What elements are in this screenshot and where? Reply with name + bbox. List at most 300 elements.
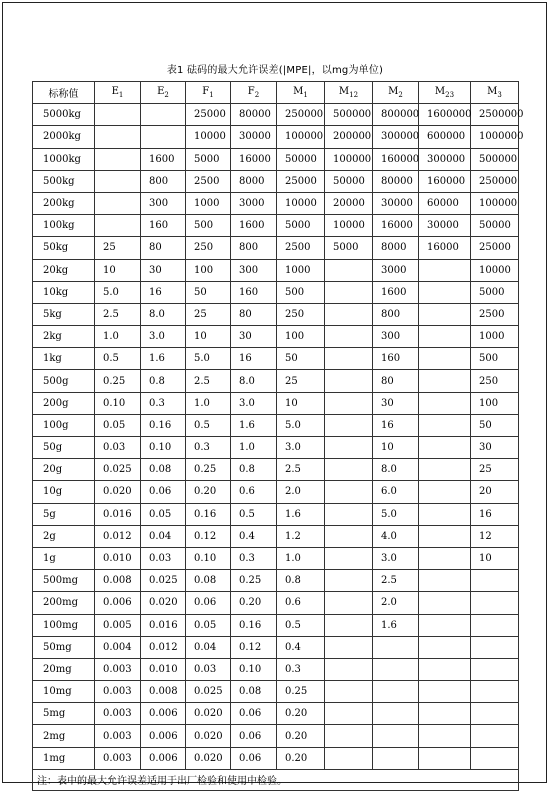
header-class-m2 <box>373 82 419 104</box>
mpe-value-cell: 0.08 <box>231 681 277 703</box>
mpe-value-cell: 0.20 <box>277 725 325 747</box>
table-row <box>33 437 519 459</box>
mpe-value-cell: 0.25 <box>95 370 141 392</box>
mpe-value-cell: 30 <box>141 259 186 281</box>
mpe-value-cell: 0.20 <box>277 747 325 769</box>
mpe-value-cell: 2.5 <box>95 303 141 325</box>
mpe-value-cell: 1.0 <box>186 392 231 414</box>
mpe-value-cell <box>419 703 471 725</box>
header-class-e1 <box>95 82 141 104</box>
mpe-value-cell: 0.005 <box>95 614 141 636</box>
mpe-value-cell: 0.25 <box>277 681 325 703</box>
mpe-value-cell <box>419 725 471 747</box>
mpe-value-cell <box>95 104 141 126</box>
note-row <box>33 769 519 790</box>
table-row <box>33 326 519 348</box>
mpe-value-cell <box>419 525 471 547</box>
mpe-value-cell: 0.025 <box>95 459 141 481</box>
mpe-value-cell <box>373 636 419 658</box>
table-row <box>33 570 519 592</box>
mpe-value-cell <box>373 703 419 725</box>
mpe-value-cell: 250000 <box>277 104 325 126</box>
table-row <box>33 414 519 436</box>
mpe-value-cell <box>419 459 471 481</box>
mpe-value-cell: 25 <box>95 237 141 259</box>
mpe-value-cell <box>373 658 419 680</box>
mpe-value-cell: 0.25 <box>231 570 277 592</box>
mpe-value-cell <box>419 681 471 703</box>
mpe-value-cell: 0.06 <box>231 703 277 725</box>
nominal-value-cell: 1000kg <box>33 148 95 170</box>
mpe-value-cell <box>419 592 471 614</box>
mpe-value-cell <box>325 547 373 569</box>
mpe-value-cell: 10000 <box>471 259 519 281</box>
mpe-value-cell <box>419 570 471 592</box>
table-row <box>33 170 519 192</box>
mpe-value-cell: 20000 <box>325 192 373 214</box>
header-class-m23 <box>419 82 471 104</box>
mpe-value-cell: 0.5 <box>231 503 277 525</box>
mpe-value-cell <box>95 192 141 214</box>
header-subscript: 1 <box>303 91 308 100</box>
table-row <box>33 104 519 126</box>
mpe-value-cell: 160 <box>373 348 419 370</box>
header-label: M <box>388 86 399 98</box>
mpe-value-cell <box>325 614 373 636</box>
header-subscript: 2 <box>398 91 403 100</box>
mpe-value-cell: 1.2 <box>277 525 325 547</box>
nominal-value-cell: 10g <box>33 481 95 503</box>
mpe-value-cell: 30000 <box>231 126 277 148</box>
mpe-value-cell: 250 <box>186 237 231 259</box>
mpe-value-cell: 2.5 <box>277 459 325 481</box>
mpe-value-cell <box>471 570 519 592</box>
mpe-value-cell: 0.10 <box>141 437 186 459</box>
mpe-value-cell <box>419 503 471 525</box>
mpe-value-cell: 25000 <box>471 237 519 259</box>
nominal-value-cell: 50mg <box>33 636 95 658</box>
mpe-value-cell: 0.03 <box>186 658 231 680</box>
mpe-value-cell: 500000 <box>471 148 519 170</box>
header-subscript: 3 <box>497 91 502 100</box>
table-row <box>33 459 519 481</box>
mpe-value-cell: 80000 <box>373 170 419 192</box>
mpe-value-cell <box>471 614 519 636</box>
header-label: 标称值 <box>48 89 79 101</box>
mpe-table <box>32 81 524 791</box>
mpe-value-cell: 0.008 <box>95 570 141 592</box>
table-row <box>33 259 519 281</box>
nominal-value-cell: 1g <box>33 547 95 569</box>
mpe-value-cell: 500 <box>471 348 519 370</box>
nominal-value-cell: 20kg <box>33 259 95 281</box>
mpe-value-cell: 0.05 <box>186 614 231 636</box>
mpe-value-cell: 0.020 <box>186 725 231 747</box>
nominal-value-cell: 100g <box>33 414 95 436</box>
mpe-value-cell: 300 <box>231 259 277 281</box>
mpe-value-cell: 800 <box>373 303 419 325</box>
mpe-value-cell <box>141 104 186 126</box>
mpe-value-cell <box>419 747 471 769</box>
mpe-value-cell: 5.0 <box>373 503 419 525</box>
mpe-value-cell <box>141 126 186 148</box>
header-class-f1 <box>186 82 231 104</box>
mpe-value-cell: 0.008 <box>141 681 186 703</box>
mpe-value-cell <box>325 592 373 614</box>
mpe-value-cell: 0.16 <box>231 614 277 636</box>
mpe-value-cell: 200000 <box>325 126 373 148</box>
mpe-value-cell: 30 <box>373 392 419 414</box>
mpe-value-cell: 0.020 <box>95 481 141 503</box>
nominal-value-cell: 2mg <box>33 725 95 747</box>
mpe-value-cell: 50000 <box>277 148 325 170</box>
header-label: M <box>338 86 350 98</box>
mpe-value-cell: 80000 <box>231 104 277 126</box>
mpe-value-cell: 1600000 <box>419 104 471 126</box>
mpe-value-cell: 0.012 <box>141 636 186 658</box>
mpe-value-cell: 250000 <box>471 170 519 192</box>
mpe-value-cell: 0.06 <box>231 725 277 747</box>
mpe-value-cell: 1.6 <box>373 614 419 636</box>
mpe-value-cell <box>419 281 471 303</box>
mpe-value-cell: 0.5 <box>95 348 141 370</box>
mpe-value-cell: 0.25 <box>186 459 231 481</box>
mpe-value-cell: 0.6 <box>231 481 277 503</box>
mpe-value-cell: 0.4 <box>231 525 277 547</box>
mpe-value-cell: 3000 <box>373 259 419 281</box>
mpe-value-cell: 50 <box>277 348 325 370</box>
nominal-value-cell: 200g <box>33 392 95 414</box>
mpe-value-cell: 0.6 <box>277 592 325 614</box>
nominal-value-cell: 5g <box>33 503 95 525</box>
header-label: M <box>434 86 446 98</box>
mpe-value-cell <box>95 126 141 148</box>
mpe-value-cell: 0.20 <box>231 592 277 614</box>
header-subscript: 2 <box>254 91 260 100</box>
nominal-value-cell: 20g <box>33 459 95 481</box>
table-row <box>33 547 519 569</box>
mpe-value-cell: 600000 <box>419 126 471 148</box>
mpe-value-cell: 2500000 <box>471 104 519 126</box>
mpe-value-cell: 0.020 <box>186 747 231 769</box>
header-label: F <box>247 86 255 98</box>
mpe-value-cell: 2500 <box>186 170 231 192</box>
mpe-value-cell: 1600 <box>141 148 186 170</box>
mpe-value-cell: 12 <box>471 525 519 547</box>
mpe-value-cell: 0.5 <box>277 614 325 636</box>
table-row <box>33 215 519 237</box>
mpe-value-cell <box>325 370 373 392</box>
mpe-value-cell: 1.6 <box>141 348 186 370</box>
mpe-value-cell: 16000 <box>231 148 277 170</box>
mpe-value-cell: 160000 <box>419 170 471 192</box>
mpe-value-cell: 800 <box>231 237 277 259</box>
nominal-value-cell: 50kg <box>33 237 95 259</box>
mpe-value-cell: 100 <box>471 392 519 414</box>
mpe-value-cell <box>325 481 373 503</box>
mpe-value-cell: 1000000 <box>471 126 519 148</box>
mpe-value-cell: 0.10 <box>186 547 231 569</box>
table-row <box>33 481 519 503</box>
mpe-value-cell <box>419 326 471 348</box>
mpe-value-cell: 5000 <box>277 215 325 237</box>
mpe-value-cell: 16 <box>471 503 519 525</box>
nominal-value-cell: 200kg <box>33 192 95 214</box>
mpe-value-cell: 0.4 <box>277 636 325 658</box>
mpe-value-cell <box>373 747 419 769</box>
table-row <box>33 681 519 703</box>
mpe-value-cell: 0.5 <box>186 414 231 436</box>
mpe-value-cell: 25 <box>471 459 519 481</box>
table-row <box>33 725 519 747</box>
mpe-value-cell: 8.0 <box>373 459 419 481</box>
mpe-value-cell: 0.8 <box>277 570 325 592</box>
mpe-value-cell: 800000 <box>373 104 419 126</box>
mpe-value-cell <box>325 725 373 747</box>
mpe-value-cell <box>325 437 373 459</box>
mpe-value-cell: 250 <box>277 303 325 325</box>
table-row <box>33 192 519 214</box>
mpe-value-cell <box>419 348 471 370</box>
mpe-value-cell: 30 <box>231 326 277 348</box>
nominal-value-cell: 10mg <box>33 681 95 703</box>
mpe-value-cell <box>325 259 373 281</box>
mpe-value-cell: 160000 <box>373 148 419 170</box>
mpe-value-cell: 0.025 <box>141 570 186 592</box>
mpe-value-cell: 300 <box>141 192 186 214</box>
table-row <box>33 636 519 658</box>
mpe-value-cell: 300000 <box>373 126 419 148</box>
mpe-value-cell: 1.6 <box>231 414 277 436</box>
table-row <box>33 703 519 725</box>
mpe-value-cell <box>325 658 373 680</box>
mpe-value-cell: 300000 <box>419 148 471 170</box>
header-subscript: 1 <box>209 91 214 100</box>
mpe-value-cell: 0.06 <box>186 592 231 614</box>
mpe-value-cell: 30000 <box>419 215 471 237</box>
mpe-value-cell: 0.16 <box>186 503 231 525</box>
mpe-value-cell: 0.020 <box>141 592 186 614</box>
mpe-value-cell: 50 <box>186 281 231 303</box>
mpe-value-cell: 60000 <box>419 192 471 214</box>
mpe-value-cell: 80 <box>141 237 186 259</box>
nominal-value-cell: 100kg <box>33 215 95 237</box>
mpe-value-cell: 16 <box>141 281 186 303</box>
mpe-value-cell <box>325 525 373 547</box>
mpe-value-cell: 0.006 <box>95 592 141 614</box>
mpe-value-cell: 1000 <box>186 192 231 214</box>
mpe-value-cell: 10 <box>373 437 419 459</box>
table-row <box>33 303 519 325</box>
mpe-value-cell: 1.0 <box>231 437 277 459</box>
mpe-value-cell <box>325 747 373 769</box>
mpe-value-cell: 1.6 <box>277 503 325 525</box>
mpe-value-cell <box>419 303 471 325</box>
nominal-value-cell: 5000kg <box>33 104 95 126</box>
mpe-value-cell: 0.10 <box>231 658 277 680</box>
mpe-value-cell: 30000 <box>373 192 419 214</box>
table-row <box>33 148 519 170</box>
mpe-value-cell: 0.003 <box>95 725 141 747</box>
mpe-value-cell: 50 <box>471 414 519 436</box>
table-caption: 表1 砝码的最大允许误差(|MPE|，以mg为单位) <box>166 65 384 76</box>
mpe-value-cell: 0.003 <box>95 658 141 680</box>
mpe-value-cell: 10 <box>186 326 231 348</box>
mpe-value-cell: 5.0 <box>186 348 231 370</box>
mpe-value-cell: 1000 <box>471 326 519 348</box>
mpe-value-cell <box>95 148 141 170</box>
table-row <box>33 525 519 547</box>
mpe-value-cell <box>419 658 471 680</box>
mpe-value-cell: 50000 <box>325 170 373 192</box>
table-row <box>33 503 519 525</box>
mpe-value-cell <box>325 681 373 703</box>
mpe-value-cell: 500000 <box>325 104 373 126</box>
mpe-value-cell: 0.020 <box>186 703 231 725</box>
mpe-value-cell <box>95 215 141 237</box>
mpe-value-cell: 10 <box>471 547 519 569</box>
mpe-value-cell: 3.0 <box>141 326 186 348</box>
mpe-value-cell <box>325 326 373 348</box>
mpe-value-cell: 5000 <box>325 237 373 259</box>
mpe-value-cell: 0.003 <box>95 703 141 725</box>
mpe-value-cell: 0.016 <box>141 614 186 636</box>
mpe-value-cell: 1.0 <box>95 326 141 348</box>
mpe-value-cell <box>419 414 471 436</box>
mpe-value-cell: 50000 <box>471 215 519 237</box>
nominal-value-cell: 1kg <box>33 348 95 370</box>
nominal-value-cell: 500kg <box>33 170 95 192</box>
table-row <box>33 281 519 303</box>
mpe-value-cell: 100 <box>186 259 231 281</box>
mpe-value-cell: 0.16 <box>141 414 186 436</box>
nominal-value-cell: 10kg <box>33 281 95 303</box>
mpe-value-cell: 0.3 <box>141 392 186 414</box>
mpe-value-cell: 0.12 <box>231 636 277 658</box>
nominal-value-cell: 500mg <box>33 570 95 592</box>
table-row <box>33 237 519 259</box>
mpe-value-cell: 80 <box>373 370 419 392</box>
mpe-value-cell <box>325 348 373 370</box>
mpe-value-cell: 0.20 <box>186 481 231 503</box>
header-subscript: 1 <box>118 91 124 100</box>
mpe-value-cell: 160 <box>231 281 277 303</box>
mpe-value-cell: 0.03 <box>95 437 141 459</box>
header-class-m12 <box>325 82 373 104</box>
mpe-value-cell <box>95 170 141 192</box>
mpe-value-cell: 0.010 <box>141 658 186 680</box>
nominal-value-cell: 100mg <box>33 614 95 636</box>
mpe-value-cell: 100 <box>277 326 325 348</box>
mpe-value-cell: 16 <box>373 414 419 436</box>
table-row <box>33 370 519 392</box>
mpe-value-cell: 10000 <box>325 215 373 237</box>
mpe-value-cell: 0.025 <box>186 681 231 703</box>
mpe-value-cell: 1000 <box>277 259 325 281</box>
mpe-value-cell: 2.0 <box>373 592 419 614</box>
mpe-value-cell <box>419 437 471 459</box>
mpe-value-cell: 100000 <box>325 148 373 170</box>
mpe-value-cell: 10000 <box>277 192 325 214</box>
mpe-value-cell: 3.0 <box>373 547 419 569</box>
mpe-value-cell: 0.06 <box>231 747 277 769</box>
mpe-value-cell: 3.0 <box>231 392 277 414</box>
mpe-value-cell <box>325 414 373 436</box>
mpe-value-cell <box>471 747 519 769</box>
nominal-value-cell: 1mg <box>33 747 95 769</box>
mpe-value-cell: 1600 <box>231 215 277 237</box>
mpe-value-cell: 100000 <box>277 126 325 148</box>
mpe-value-cell: 0.006 <box>141 703 186 725</box>
mpe-value-cell: 0.06 <box>141 481 186 503</box>
mpe-value-cell: 0.003 <box>95 747 141 769</box>
mpe-value-cell <box>471 725 519 747</box>
header-label: M <box>293 86 304 98</box>
mpe-value-cell: 10 <box>277 392 325 414</box>
mpe-value-cell <box>419 481 471 503</box>
header-label: F <box>202 86 210 98</box>
mpe-value-cell: 500 <box>186 215 231 237</box>
table-row <box>33 747 519 769</box>
nominal-value-cell: 2g <box>33 525 95 547</box>
mpe-value-cell <box>419 614 471 636</box>
mpe-value-cell <box>419 392 471 414</box>
mpe-value-cell: 0.20 <box>277 703 325 725</box>
mpe-value-cell: 25 <box>277 370 325 392</box>
mpe-value-cell: 30 <box>471 437 519 459</box>
mpe-value-cell: 8000 <box>373 237 419 259</box>
mpe-value-cell <box>325 703 373 725</box>
mpe-value-cell: 8.0 <box>231 370 277 392</box>
mpe-value-cell: 300 <box>373 326 419 348</box>
mpe-value-cell <box>325 636 373 658</box>
mpe-value-cell: 0.05 <box>95 414 141 436</box>
mpe-value-cell: 2.0 <box>277 481 325 503</box>
table-row <box>33 614 519 636</box>
table-row <box>33 392 519 414</box>
nominal-value-cell: 5kg <box>33 303 95 325</box>
mpe-value-cell <box>471 658 519 680</box>
mpe-value-cell <box>325 570 373 592</box>
mpe-value-cell: 3.0 <box>277 437 325 459</box>
nominal-value-cell: 20mg <box>33 658 95 680</box>
mpe-value-cell: 0.006 <box>141 725 186 747</box>
table-row <box>33 126 519 148</box>
mpe-value-cell: 0.12 <box>186 525 231 547</box>
mpe-value-cell: 25000 <box>186 104 231 126</box>
mpe-value-cell: 25000 <box>277 170 325 192</box>
mpe-value-cell: 800 <box>141 170 186 192</box>
table-body <box>33 104 524 770</box>
mpe-value-cell: 8000 <box>231 170 277 192</box>
mpe-value-cell: 0.08 <box>141 459 186 481</box>
mpe-value-cell: 100000 <box>471 192 519 214</box>
mpe-value-cell <box>325 392 373 414</box>
mpe-value-cell: 10000 <box>186 126 231 148</box>
mpe-value-cell: 0.3 <box>277 658 325 680</box>
mpe-value-cell: 0.03 <box>141 547 186 569</box>
mpe-value-cell <box>373 681 419 703</box>
mpe-value-cell <box>471 592 519 614</box>
mpe-value-cell: 5000 <box>186 148 231 170</box>
mpe-value-cell: 1600 <box>373 281 419 303</box>
nominal-value-cell: 2kg <box>33 326 95 348</box>
nominal-value-cell: 200mg <box>33 592 95 614</box>
table-note: 注：表中的最大允许误差适用于出厂检验和使用中检验。 <box>33 769 519 790</box>
mpe-value-cell <box>325 281 373 303</box>
mpe-value-cell: 3000 <box>231 192 277 214</box>
header-subscript: 12 <box>349 91 359 100</box>
